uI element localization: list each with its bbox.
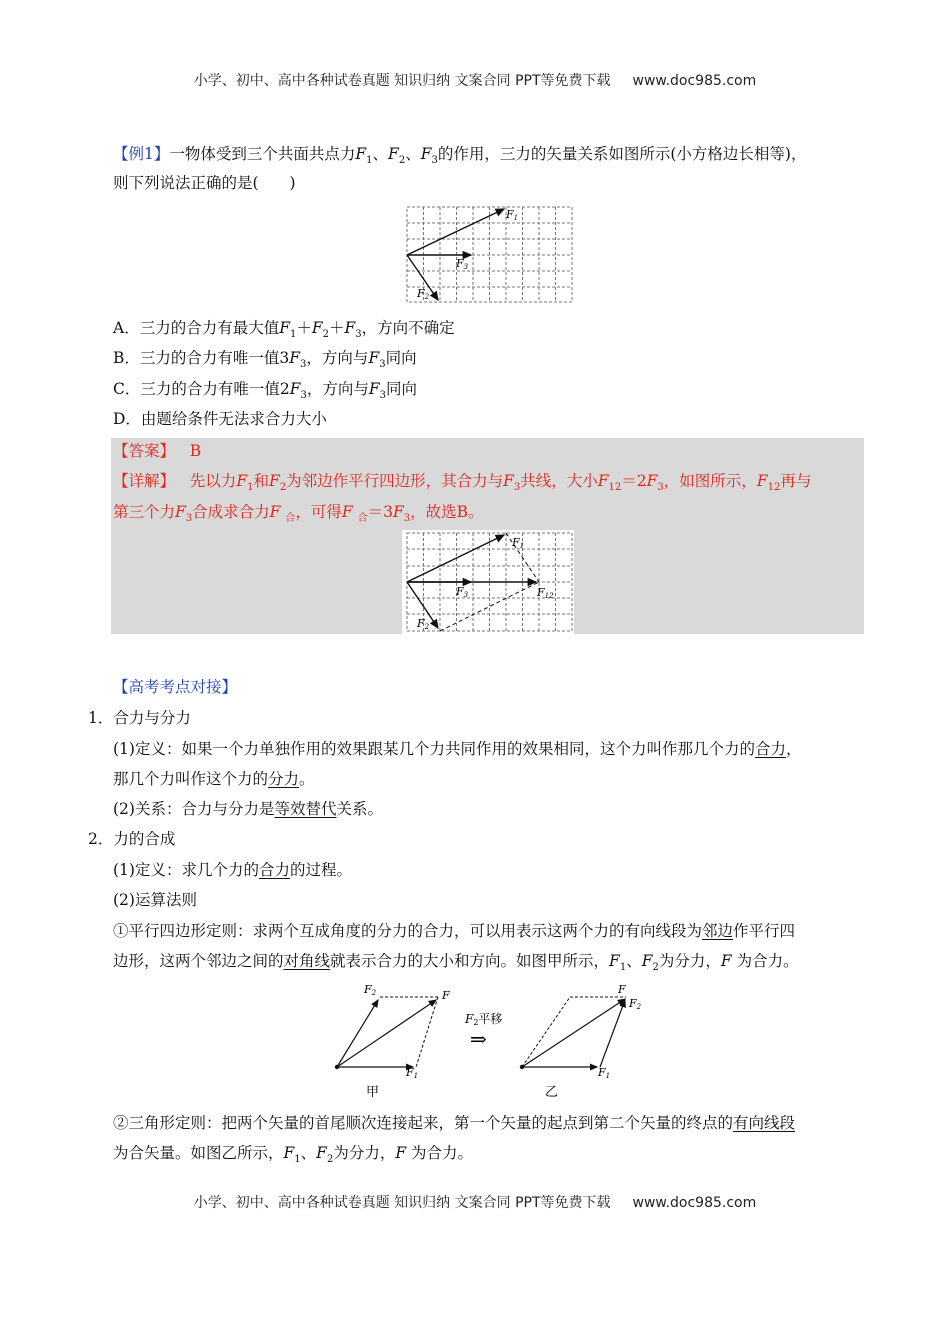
- resultant-grid-figure: [402, 530, 574, 634]
- example-question-line2: 则下列说法正确的是( ): [113, 174, 296, 192]
- fig1-label-f2: F2: [417, 287, 430, 301]
- yi-label-f1: F1: [598, 1066, 611, 1080]
- vector-grid-figure: [405, 205, 575, 305]
- def1-line1: (1)定义：如果一个力单独作用的效果跟某几个力共同作用的效果相同，这个力叫作那几个力的合力，: [113, 740, 802, 758]
- parallelogram-line2: 边形，这两个邻边之间的对角线就表示合力的大小和方向。如图甲所示，$F_1$、$F_2$为分力，F 为合力。: [113, 952, 799, 974]
- relation-line: (2)关系：合力与分力是等效替代关系。: [113, 800, 383, 818]
- option-a[interactable]: A．三力的合力有最大值$F_1+F_2+F_3$，方向不确定: [113, 319, 455, 341]
- section-title: 【高考考点对接】: [113, 678, 238, 696]
- jia-label-f1: F1: [406, 1066, 419, 1080]
- yi-label-f: F: [618, 983, 626, 996]
- answer-line: [113, 440, 201, 462]
- detail-line1: 【详解】 先以力$F_1$和$F_2$为邻边作平行四边形，其合力与$F_3$共线，大小$F_{12}=2F_3$，如图所示，$F_{12}$再与: [113, 472, 812, 494]
- implies-arrow: ⇒: [470, 1027, 487, 1051]
- fig2-label-f2: F2: [417, 617, 430, 631]
- def2-line: (1)定义：求几个力的合力的过程。: [113, 861, 352, 879]
- example-tag: 【例1】: [113, 145, 170, 163]
- fig2-label-f1: F1: [512, 536, 525, 550]
- fig2-label-f3: F3: [456, 585, 469, 599]
- option-c[interactable]: C．三力的合力有唯一值$2F_3$，方向与$F_3$同向: [113, 380, 418, 402]
- parallelogram-line1: ①平行四边形定则：求两个互成角度的分力的合力，可以用表示这两个力的有向线段为邻边作平行四: [113, 922, 796, 940]
- translate-label: F2平移: [465, 1012, 503, 1027]
- yi-label-f2: F2: [629, 997, 642, 1011]
- triangle-line1: ②三角形定则：把两个矢量的首尾顺次连接起来，第一个矢量的起点到第二个矢量的终点的有向线段: [113, 1114, 796, 1132]
- detail-line2: 第三个力$F_3$合成求合力F $_合$，可得F $_合=3F_3$，故选B。: [113, 503, 484, 525]
- page-footer: [0, 1192, 950, 1212]
- triangle-line2: 为合矢量。如图乙所示，$F_1$、$F_2$为分力，F 为合力。: [113, 1144, 474, 1166]
- footer-text: 小学、初中、高中各种试卷真题 知识归纳 文案合同 PPT等免费下载: [193, 1195, 611, 1211]
- jia-caption: 甲: [366, 1085, 380, 1100]
- jia-label-f: F: [442, 989, 450, 1002]
- yi-caption: 乙: [545, 1085, 559, 1100]
- header-url[interactable]: www.doc985.com: [632, 73, 757, 89]
- fig1-label-f1: F1: [506, 208, 519, 222]
- answer-tag: 【答案】: [113, 442, 176, 460]
- parallelogram-triangle-figure: [320, 980, 660, 1102]
- option-d[interactable]: D．由题给条件无法求合力大小: [113, 410, 327, 428]
- option-b[interactable]: B．三力的合力有唯一值$3F_3$，方向与$F_3$同向: [113, 349, 417, 371]
- fig1-label-f3: F3: [456, 257, 469, 271]
- heading-2: 2．力的合成: [88, 830, 176, 848]
- footer-url[interactable]: www.doc985.com: [632, 1195, 757, 1211]
- example-question-line1: 【例1】一物体受到三个共面共点力$F_1$、$F_2$、$F_3$的作用，三力的矢量关系如图所示(小方格边长相等)，: [113, 145, 807, 167]
- def1-line2: 那几个力叫作这个力的分力。: [113, 770, 315, 788]
- fig2-label-f12: F12: [537, 586, 554, 600]
- header-text: 小学、初中、高中各种试卷真题 知识归纳 文案合同 PPT等免费下载: [193, 73, 611, 89]
- jia-label-f2: F2: [364, 983, 377, 997]
- answer-value: B: [189, 442, 202, 460]
- heading-1: 1．合力与分力: [88, 709, 191, 727]
- page-header: [0, 70, 950, 90]
- rule-heading: (2)运算法则: [113, 891, 197, 909]
